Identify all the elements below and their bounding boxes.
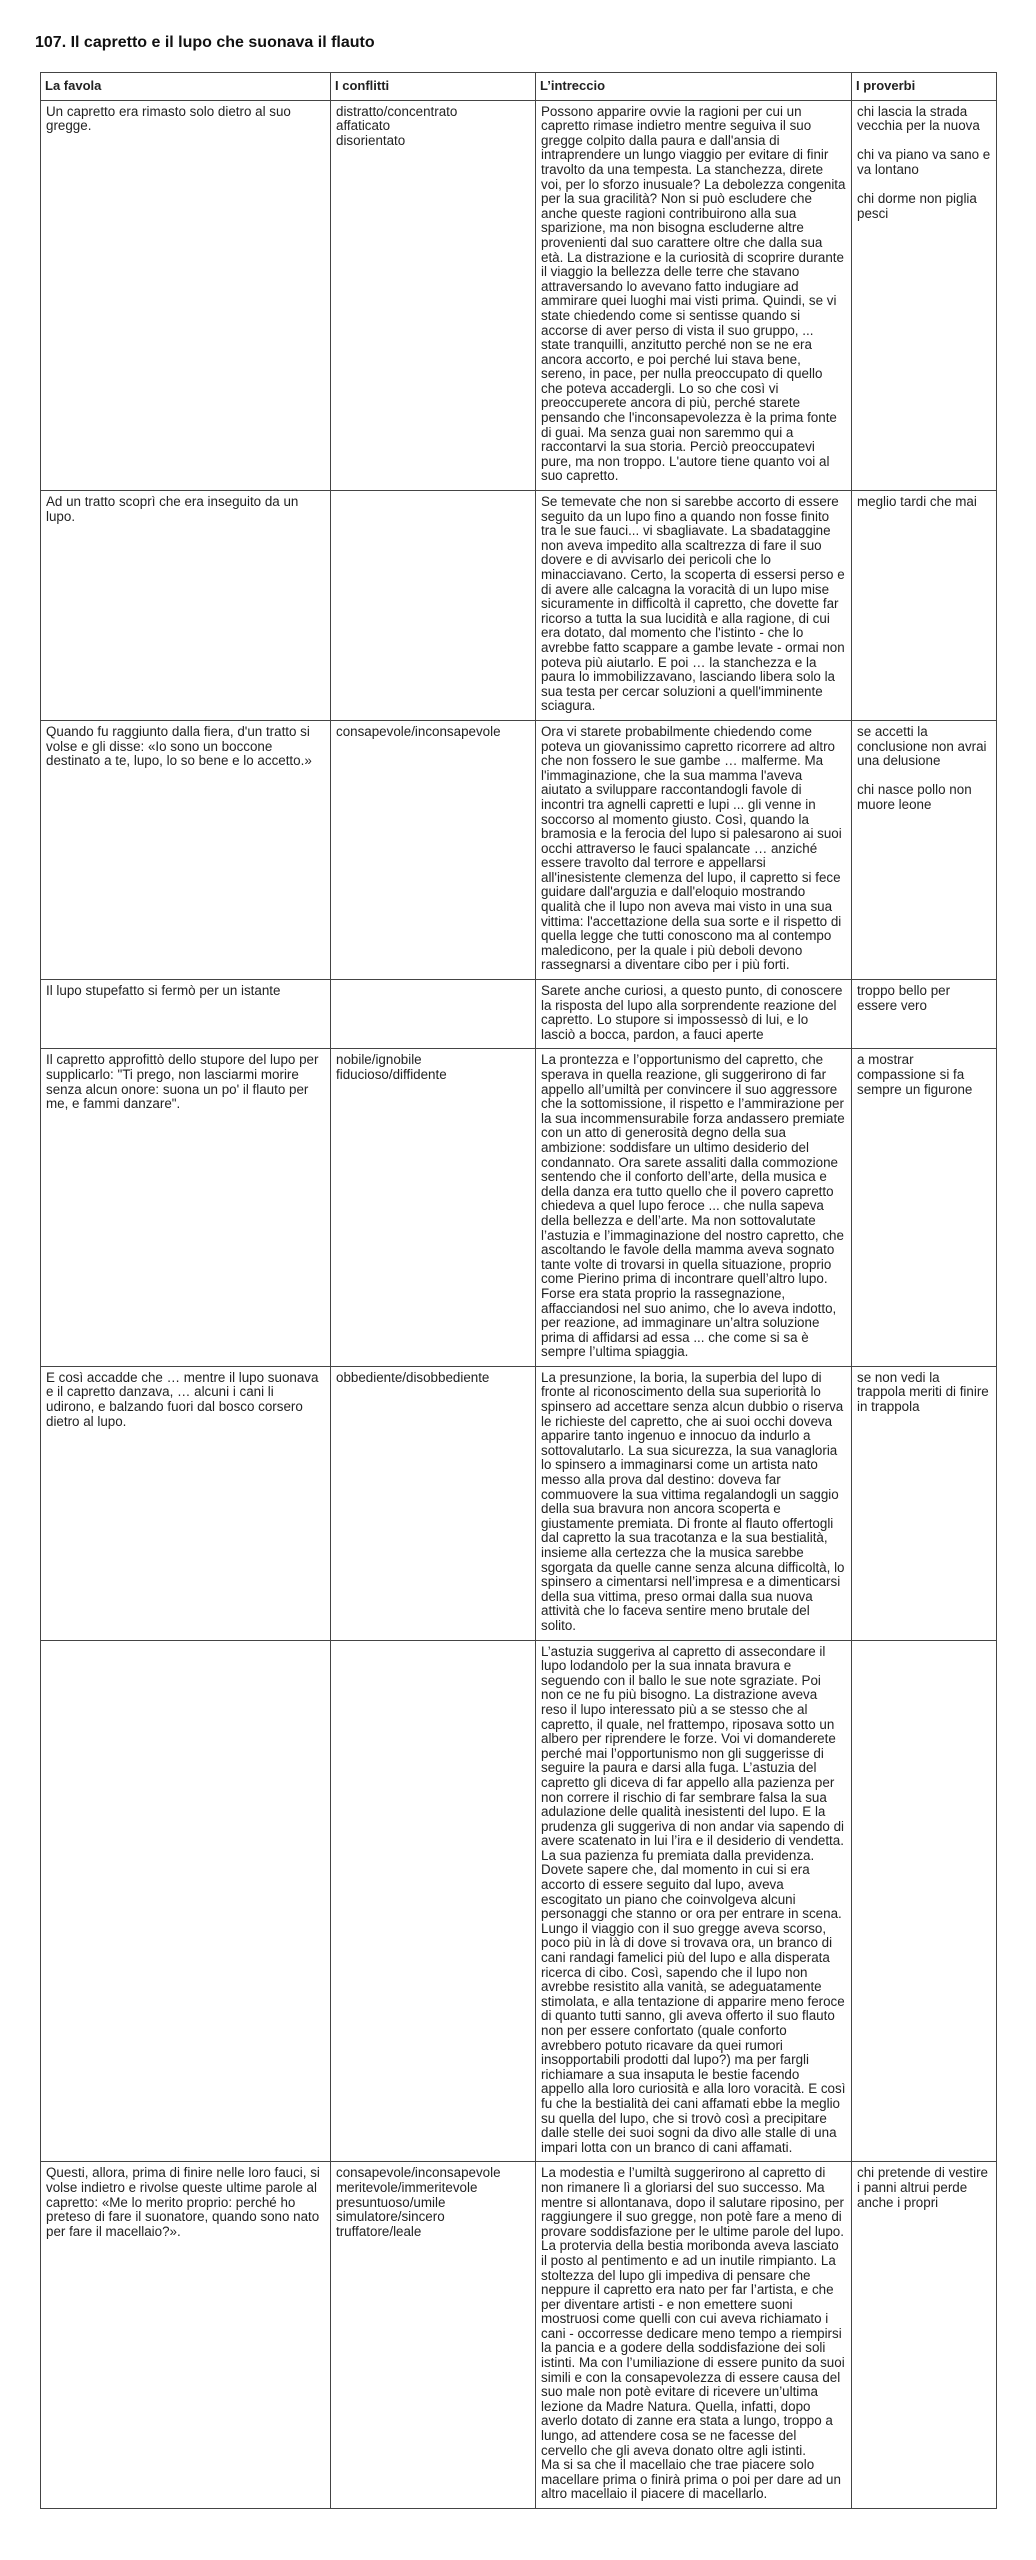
table-header-row (41, 73, 997, 101)
table-row (41, 2162, 997, 2509)
table-row (41, 1640, 997, 2162)
table-row (41, 980, 997, 1049)
favola-cell: Quando fu raggiunto dalla fiera, d'un tratto si volse e gli disse: «Io sono un boccone destinato a te, lupo, lo so bene e lo accetto.» (41, 720, 331, 979)
intreccio-cell: Sarete anche curiosi, a questo punto, di conoscere la risposta del lupo alla sorprendente reazione del capretto. Lo stupore si impossessò di lui, e lo lasciò a bocca, pardon, a fauci aperte (536, 980, 852, 1049)
proverbi-cell: se accetti la conclusione non avrai una delusione chi nasce pollo non muore leone (852, 720, 997, 979)
intreccio-cell: La modestia e l’umiltà suggerirono al capretto di non rimanere lì a gloriarsi del suo successo. Ma mentre si allontanava, dopo il salutare riposino, per raggiungere il suo gregge, non potè fare a meno di provare soddisfazione per le ultime parole del lupo. La protervia della bestia moribonda aveva lasciato il posto al pentimento e ad un inutile rimpianto. La stoltezza del lupo gli impediva di pensare che neppure il capretto era nato per far l’artista, e che per diventare artisti - e non emettere suoni mostruosi come quelli con cui aveva richiamato i cani - occorresse dedicare meno tempo a riempirsi la pancia e a godere della soddisfazione dei soli istinti. Ma con l’umiliazione di essere punito da suoi simili e con la consapevolezza di essere causa del suo male non potè evitare di ricevere un’ultima lezione da Madre Natura. Quella, infatti, dopo averlo dotato di zanne era stata a lungo, troppo a lungo, ad attendere cosa se ne facesse del cervello che gli aveva donato oltre agli istinti. Ma si sa che il macellaio che trae piacere solo macellare prima o finirà prima o poi per dare ad un altro macellaio il piacere di macellarlo. (536, 2162, 852, 2509)
conflitti-cell: nobile/ignobile fiducioso/diffidente (331, 1049, 536, 1366)
column-header-proverbi: I proverbi (852, 73, 997, 101)
proverbi-cell: a mostrar compassione si fa sempre un figurone (852, 1049, 997, 1366)
conflitti-cell (331, 1640, 536, 2162)
favola-cell: E così accadde che … mentre il lupo suonava e il capretto danzava, … alcuni i cani li udirono, e balzando fuori dal bosco corsero dietro al lupo. (41, 1366, 331, 1640)
proverbi-cell: chi lascia la strada vecchia per la nuova chi va piano va sano e va lontano chi dorme non piglia pesci (852, 100, 997, 490)
table-row (41, 100, 997, 490)
page-title: 107. Il capretto e il lupo che suonava il flauto (35, 34, 375, 51)
conflitti-cell (331, 491, 536, 721)
proverbi-cell: se non vedi la trappola meriti di finire in trappola (852, 1366, 997, 1640)
table-row (41, 1366, 997, 1640)
intreccio-cell: La prontezza e l’opportunismo del capretto, che sperava in quella reazione, gli suggerirono di far appello all’umiltà per convincere il suo aggressore che la sottomissione, il rispetto e l’ammirazione per la sua incommensurabile forza andassero premiate con un atto di generosità degno della sua ambizione: soddisfare un ultimo desiderio del condannato. Ora sarete assaliti dalla commozione sentendo che il conforto dell’arte, della musica e della danza era tutto quello che il povero capretto chiedeva a quel lupo feroce ... che nulla sapeva della bellezza e dell’arte. Ma non sottovalutate l’astuzia e l’immaginazione del nostro capretto, che ascoltando le favole della mamma aveva sognato tante volte di trovarsi in quella situazione, proprio come Pierino prima di incontrare quell’altro lupo. Forse era stata proprio la rassegnazione, affacciandosi nel suo animo, che lo aveva indotto, per reazione, ad immaginare un’altra soluzione prima di affidarsi ad essa ... che come si sa è sempre l’ultima spiaggia. (536, 1049, 852, 1366)
table-row (41, 1049, 997, 1366)
proverbi-cell: chi pretende di vestire i panni altrui perde anche i propri (852, 2162, 997, 2509)
conflitti-cell (331, 980, 536, 1049)
conflitti-cell: consapevole/inconsapevole (331, 720, 536, 979)
favola-cell: Un capretto era rimasto solo dietro al suo gregge. (41, 100, 331, 490)
conflitti-cell: distratto/concentrato affaticato disorientato (331, 100, 536, 490)
favola-cell: Il capretto approfittò dello stupore del lupo per supplicarlo: "Ti prego, non lasciarmi morire senza alcun onore: suona un po' il flauto per me, e fammi danzare". (41, 1049, 331, 1366)
proverbi-cell: meglio tardi che mai (852, 491, 997, 721)
proverbi-cell (852, 1640, 997, 2162)
column-header-favola: La favola (41, 73, 331, 101)
fable-table (40, 72, 997, 2509)
intreccio-cell: La presunzione, la boria, la superbia del lupo di fronte al riconoscimento della sua superiorità lo spinsero ad accettare senza alcun dubbio o riserva le richieste del capretto, che ai suoi occhi doveva apparire tanto ingenuo e innocuo da indurlo a sottovalutarlo. La sua sicurezza, la sua vanagloria lo spinsero a immaginarsi come un artista nato messo alla prova dal destino: doveva far commuovere la sua vittima regalandogli un saggio della sua bravura non ancora scoperta e giustamente premiata. Di fronte al flauto offertogli dal capretto la sua tracotanza e la sua bestialità, insieme alla certezza che la musica sarebbe sgorgata da quelle canne senza alcuna difficoltà, lo spinsero a cimentarsi nell’impresa e a dimenticarsi della sua vittima, preso ormai dalla sua nuova attività che lo faceva sentire meno brutale del solito. (536, 1366, 852, 1640)
column-header-intreccio: L’intreccio (536, 73, 852, 101)
favola-cell: Ad un tratto scoprì che era inseguito da un lupo. (41, 491, 331, 721)
intreccio-cell: Se temevate che non si sarebbe accorto di essere seguito da un lupo fino a quando non fosse finito tra le sue fauci... vi sbagliavate. La sbadataggine non aveva impedito alla scaltrezza di fare il suo dovere e di avvisarlo dei pericoli che lo minacciavano. Certo, la scoperta di essersi perso e di avere alle calcagna la voracità di un lupo mise sicuramente in difficoltà il capretto, che dovette far ricorso a tutta la sua lucidità e alla ragione, di cui era dotato, dal momento che l'istinto - che lo avrebbe fatto scappare a gambe levate - ormai non poteva più aiutarlo. E poi … la stanchezza e la paura lo immobilizzavano, lasciando libera solo la sua testa per cercar soluzioni a quell'imminente sciagura. (536, 491, 852, 721)
proverbi-cell: troppo bello per essere vero (852, 980, 997, 1049)
favola-cell: Il lupo stupefatto si fermò per un istante (41, 980, 331, 1049)
intreccio-cell: L’astuzia suggeriva al capretto di assecondare il lupo lodandolo per la sua innata bravura e seguendo con il ballo le sue note sgraziate. Poi non ce ne fu più bisogno. La distrazione aveva reso il lupo interessato più a se stesso che al capretto, il quale, nel frattempo, riposava sotto un albero per riprendere le forze. Voi vi domanderete perché mai l’opportunismo non gli suggerisse di seguire la paura e darsi alla fuga. L’astuzia del capretto gli diceva di far appello alla pazienza per non correre il rischio di far sembrare falsa la sua adulazione delle qualità inesistenti del lupo. E la prudenza gli suggeriva di non andar via sapendo di avere scatenato in lui l’ira e il desiderio di vendetta. La sua pazienza fu premiata dalla previdenza. Dovete sapere che, dal momento in cui si era accorto di essere seguito dal lupo, aveva escogitato un piano che coinvolgeva alcuni personaggi che stanno or ora per entrare in scena. Lungo il viaggio con il suo gregge aveva scorso, poco più in là di dove si trovava ora, un branco di cani randagi famelici più del lupo e alla disperata ricerca di cibo. Così, sapendo che il lupo non avrebbe resistito alla vanità, se adeguatamente stimolata, e alla tentazione di apparire meno feroce di quanto tutti sanno, gli aveva offerto il suo flauto non per essere confortato (quale conforto avrebbero potuto ricavare da quei rumori insopportabili prodotti dal lupo?) ma per fargli richiamare a sua insaputa le bestie facendo appello alla loro curiosità e alla loro voracità. E così fu che la bestialità dei cani affamati ebbe la meglio su quella del lupo, che si trovò così a precipitare dalle stelle dei suoi sogni da divo alle stalle di una impari lotta con un branco di cani affamati. (536, 1640, 852, 2162)
intreccio-cell: Ora vi starete probabilmente chiedendo come poteva un giovanissimo capretto ricorrere ad altro che non fossero le sue gambe … malferme. Ma l'immaginazione, che la sua mamma l'aveva aiutato a sviluppare raccontandogli favole di incontri tra agnelli capretti e lupi ... gli venne in soccorso al momento giusto. Così, quando la bramosia e la ferocia del lupo si palesarono ai suoi occhi attraverso le fauci spalancate … anziché essere travolto dal terrore e appellarsi all'inesistente clemenza del lupo, il capretto si fece guidare dall'arguzia e dall'eloquio mostrando qualità che il lupo non aveva mai visto in una sua vittima: l'accettazione della sua sorte e il rispetto di quella legge che tutti conoscono ma al contempo maledicono, per la quale i più deboli devono rassegnarsi a diventare cibo per i più forti. (536, 720, 852, 979)
table-row (41, 720, 997, 979)
favola-cell: Questi, allora, prima di finire nelle loro fauci, si volse indietro e rivolse queste ultime parole al capretto: «Me lo merito proprio: perché ho preteso di fare il suonatore, quando sono nato per fare il macellaio?». (41, 2162, 331, 2509)
column-header-conflitti: I conflitti (331, 73, 536, 101)
intreccio-cell: Possono apparire ovvie la ragioni per cui un capretto rimase indietro mentre seguiva il suo gregge colpito dalla paura e dall'ansia di intraprendere un lungo viaggio per evitare di finir travolto da una tempesta. La stanchezza, direte voi, per lo sforzo inusuale? La debolezza congenita per la sua gracilità? Non si può escludere che anche queste ragioni contribuirono alla sua sparizione, ma non bisogna escluderne altre provenienti dal suo carattere oltre che dalla sua età. La distrazione e la curiosità di scoprire durante il viaggio la bellezza delle terre che stavano attraversando lo avevano fatto indugiare ad ammirare quei luoghi mai visti prima. Quindi, se vi state chiedendo come si sentisse quando si accorse di aver perso di vista il suo gruppo, ... state tranquilli, anzitutto perché non se ne era ancora accorto, e poi perché lui stava bene, sereno, in pace, per nulla preoccupato di quello che poteva accadergli. Lo so che così vi preoccuperete ancora di più, perché starete pensando che l'inconsapevolezza è la prima fonte di guai. Ma senza guai non saremmo qui a raccontarvi la sua storia. Perciò preoccupatevi pure, ma non troppo. L'autore tiene quanto voi al suo capretto. (536, 100, 852, 490)
favola-cell (41, 1640, 331, 2162)
table-row (41, 491, 997, 721)
conflitti-cell: obbediente/disobbediente (331, 1366, 536, 1640)
conflitti-cell: consapevole/inconsapevole meritevole/immeritevole presuntuoso/umile simulatore/sincero truffatore/leale (331, 2162, 536, 2509)
